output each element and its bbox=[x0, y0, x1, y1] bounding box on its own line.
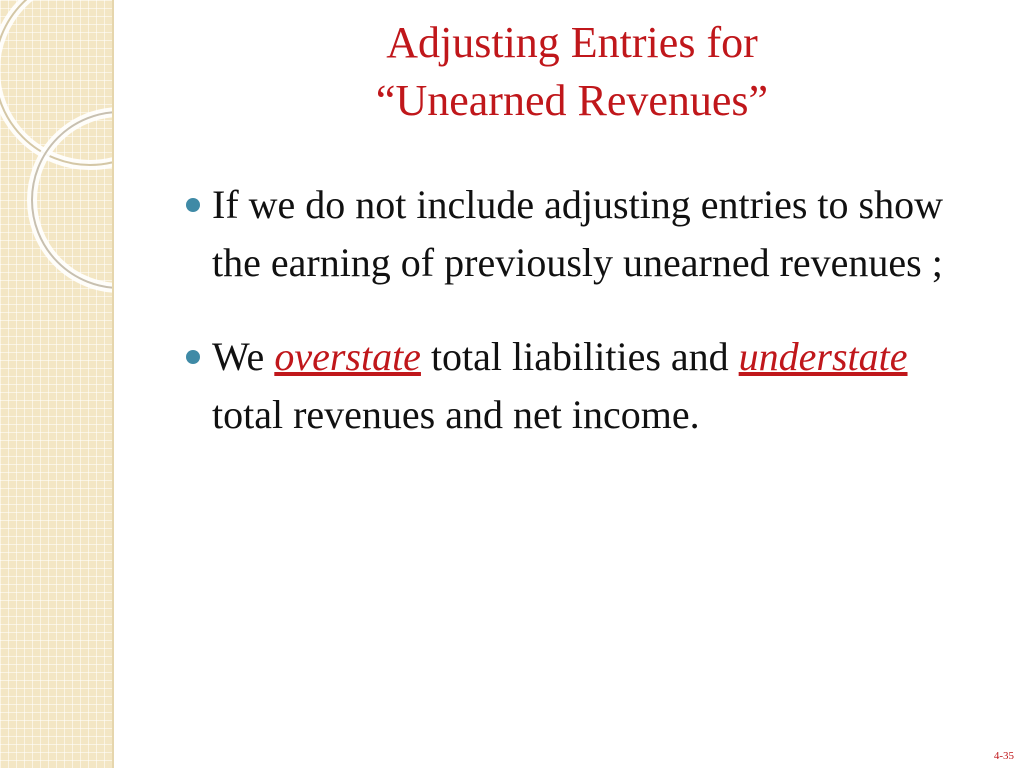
bullet-dot-icon bbox=[186, 198, 200, 212]
bullet-text-middle: total liabilities and bbox=[420, 334, 739, 379]
emphasis-understate: understate bbox=[738, 334, 908, 379]
bullet-list bbox=[186, 176, 986, 444]
slide-title bbox=[120, 14, 1024, 130]
decorative-circles bbox=[0, 0, 112, 768]
title-line-2: “Unearned Revenues” bbox=[375, 76, 769, 125]
bullet-item bbox=[186, 328, 986, 444]
bullet-text-prefix: We bbox=[212, 334, 275, 379]
decorative-sidebar bbox=[0, 0, 114, 768]
bullet-text: If we do not include adjusting entries to show the earning of previously unearned revenues ; bbox=[212, 182, 943, 285]
page-number: 4-35 bbox=[993, 750, 1014, 762]
bullet-text-suffix: total revenues and net income. bbox=[212, 392, 700, 437]
emphasis-overstate: overstate bbox=[274, 334, 421, 379]
title-line-1: Adjusting Entries for bbox=[386, 18, 758, 67]
bullet-item bbox=[186, 176, 986, 292]
bullet-dot-icon bbox=[186, 350, 200, 364]
